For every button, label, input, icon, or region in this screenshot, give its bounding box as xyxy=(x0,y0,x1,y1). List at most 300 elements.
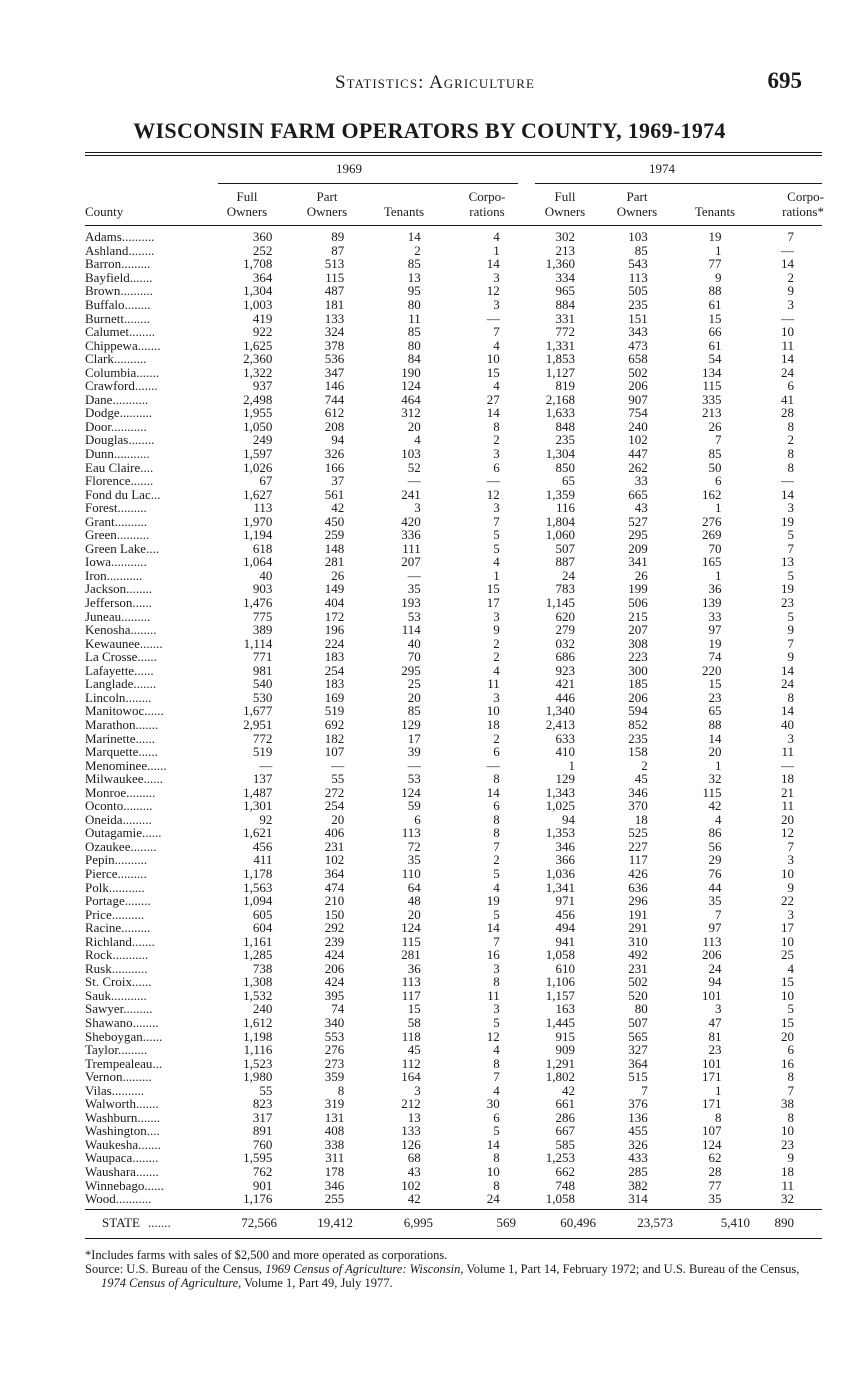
tenants-1969: 43 xyxy=(407,1164,421,1179)
leader-dots: .......... xyxy=(119,405,153,421)
full-owners-1969: 772 xyxy=(252,730,273,746)
part-owners-1969: 8 xyxy=(337,1082,345,1098)
tenants-1969: — xyxy=(407,473,421,489)
full-owners-1974: 1,058 xyxy=(545,1191,576,1207)
county-name: Kenosha xyxy=(85,622,131,638)
full-owners-1974: 94 xyxy=(562,811,576,827)
part-owners-1969: 206 xyxy=(324,960,345,976)
county-name: Forest xyxy=(85,500,118,516)
county-name: Langlade xyxy=(85,676,134,692)
leader-dots: ...... xyxy=(132,595,152,611)
part-owners-1974: 314 xyxy=(628,1191,648,1207)
table-row xyxy=(85,325,822,339)
leader-dots: ........ xyxy=(128,432,155,448)
county-name: Barron xyxy=(85,256,122,272)
tenants-1969: 13 xyxy=(407,269,421,285)
part-owners-1969: 183 xyxy=(324,676,345,692)
leader-dots: ........... xyxy=(112,391,149,407)
asterisk-note: *Includes farms with sales of $2,500 and more operated as corporations. xyxy=(85,1248,448,1262)
corporations-1974: 38 xyxy=(781,1096,794,1112)
table-row xyxy=(85,1056,822,1070)
county-name: Door xyxy=(85,418,111,434)
part-owners-1969: 744 xyxy=(324,391,345,407)
part-owners-1974: 240 xyxy=(628,418,648,434)
header-part-line1: Part xyxy=(316,189,338,204)
tenants-1974: 54 xyxy=(708,351,722,367)
corporations-1969: 7 xyxy=(493,933,500,949)
county-name: Winnebago xyxy=(85,1177,145,1193)
full-owners-1974: 366 xyxy=(555,852,576,868)
part-owners-1969: 273 xyxy=(324,1055,345,1071)
table-row xyxy=(85,636,822,650)
tenants-1974: 74 xyxy=(708,649,722,665)
tenants-1969: 85 xyxy=(407,324,421,340)
full-owners-1969: 113 xyxy=(253,500,273,516)
full-owners-1969: 360 xyxy=(252,229,273,245)
tenants-1974: 19 xyxy=(708,635,722,651)
full-owners-1969: 937 xyxy=(252,378,273,394)
leader-dots: ......... xyxy=(121,256,151,272)
corporations-1969: — xyxy=(486,310,500,326)
table-row xyxy=(85,1111,822,1125)
part-owners-1969: 612 xyxy=(324,405,345,421)
leader-dots: ........ xyxy=(129,324,156,340)
county-name: Menominee xyxy=(85,757,148,773)
corporations-1969: 2 xyxy=(493,649,500,665)
tenants-1974: 139 xyxy=(702,595,722,611)
corporations-1969: 7 xyxy=(493,1069,500,1085)
part-owners-1974: 185 xyxy=(628,676,648,692)
corporations-1974: — xyxy=(781,242,794,258)
source-end: Volume 1, Part 49, July 1977. xyxy=(241,1276,393,1290)
county-name: Shawano xyxy=(85,1014,133,1030)
top-double-rule-a xyxy=(85,152,822,153)
full-owners-1974: 346 xyxy=(555,838,576,854)
full-owners-1969: 1,677 xyxy=(243,703,273,719)
corporations-1974: 41 xyxy=(781,391,794,407)
corporations-1969: 8 xyxy=(493,1150,500,1166)
table-row xyxy=(85,962,822,976)
tenants-1969: 133 xyxy=(401,1123,421,1139)
table-row xyxy=(85,433,822,447)
full-owners-1974: 235 xyxy=(555,432,576,448)
corporations-1969: 4 xyxy=(493,1042,500,1058)
leader-dots: ......... xyxy=(126,784,156,800)
tenants-1974: 70 xyxy=(708,540,722,556)
corporations-1969: 14 xyxy=(486,1136,500,1152)
county-name: Marquette xyxy=(85,744,139,760)
tenants-1969: 336 xyxy=(401,527,421,543)
tenants-1974: 44 xyxy=(708,879,722,895)
leader-dots: ........ xyxy=(132,1014,159,1030)
tenants-1969: 35 xyxy=(407,852,421,868)
table-row xyxy=(85,650,822,664)
corporations-1974: 2 xyxy=(787,269,794,285)
tenants-1974: 42 xyxy=(708,798,722,814)
part-owners-1969: 326 xyxy=(324,446,345,462)
corporations-1969: 8 xyxy=(493,1055,500,1071)
part-owners-1974: 502 xyxy=(628,364,648,380)
state-corp-1969: 569 xyxy=(496,1215,516,1230)
leader-dots: ......... xyxy=(117,865,147,881)
part-owners-1974: 364 xyxy=(628,1055,648,1071)
part-owners-1969: 338 xyxy=(324,1136,345,1152)
part-owners-1974: 907 xyxy=(628,391,648,407)
leader-dots: ........... xyxy=(113,446,150,462)
full-owners-1974: 923 xyxy=(555,662,576,678)
full-owners-1969: 1,612 xyxy=(243,1014,273,1030)
tenants-1974: 276 xyxy=(702,513,722,529)
full-owners-1974: 494 xyxy=(555,920,576,936)
part-owners-1974: 85 xyxy=(634,242,648,258)
county-name: Green Lake xyxy=(85,540,146,556)
county-name: Trempealeau xyxy=(85,1055,153,1071)
source-mid: Volume 1, Part 14, February 1972; and U.S. Bureau of the Census, xyxy=(463,1262,800,1276)
tenants-1974: 335 xyxy=(702,391,722,407)
header-corp-line2: rations* xyxy=(782,204,824,219)
corporations-1969: 5 xyxy=(493,906,500,922)
part-owners-1974: 18 xyxy=(634,811,648,827)
county-name: Monroe xyxy=(85,784,127,800)
tenants-1974: 6 xyxy=(715,473,722,489)
part-owners-1969: 102 xyxy=(324,852,345,868)
full-owners-1974: 667 xyxy=(555,1123,576,1139)
full-owners-1969: 1,487 xyxy=(243,784,273,800)
county-name: Outagamie xyxy=(85,825,143,841)
corporations-1974: — xyxy=(781,473,794,489)
full-owners-1974: 456 xyxy=(555,906,576,922)
corporations-1974: 12 xyxy=(781,825,794,841)
county-name: Dodge xyxy=(85,405,120,421)
part-owners-1969: 281 xyxy=(324,554,345,570)
full-owners-1974: 1,804 xyxy=(545,513,576,529)
county-name: Sheboygan xyxy=(85,1028,143,1044)
corporations-1969: 8 xyxy=(493,825,500,841)
tenants-1969: 3 xyxy=(414,1082,421,1098)
corporations-1974: 3 xyxy=(787,297,794,312)
corporations-1974: 7 xyxy=(787,1082,794,1098)
county-name: Buffalo xyxy=(85,297,125,312)
leader-dots: ....... xyxy=(136,364,160,380)
corporations-1974: 8 xyxy=(787,446,794,462)
county-name: Vilas xyxy=(85,1082,112,1098)
tenants-1969: 6 xyxy=(414,811,421,827)
leader-dots: ... xyxy=(150,486,161,502)
tenants-1969: 11 xyxy=(408,310,421,326)
header-corporations-1969 xyxy=(458,189,516,219)
county-name: Sauk xyxy=(85,987,111,1003)
full-owners-1974: 65 xyxy=(562,473,576,489)
table-row xyxy=(85,799,822,813)
full-owners-1974: 410 xyxy=(555,744,576,760)
corporations-1969: 1 xyxy=(493,567,500,583)
leader-dots: .......... xyxy=(114,852,148,868)
full-owners-1974: 772 xyxy=(555,324,576,340)
county-name: Vernon xyxy=(85,1069,123,1085)
corporations-1969: 8 xyxy=(493,771,500,787)
part-owners-1974: 370 xyxy=(628,798,648,814)
table-row xyxy=(85,731,822,745)
county-name: Green xyxy=(85,527,117,543)
tenants-1969: 20 xyxy=(407,689,421,705)
full-owners-1969: 1,625 xyxy=(243,337,273,353)
table-row xyxy=(85,853,822,867)
county-name: Dunn xyxy=(85,446,114,462)
corporations-1974: 6 xyxy=(787,378,794,394)
part-owners-1969: 196 xyxy=(324,622,345,638)
tenants-1969: 68 xyxy=(407,1150,421,1166)
tenants-1969: 80 xyxy=(407,297,421,312)
part-owners-1969: 133 xyxy=(324,310,345,326)
state-label: STATE xyxy=(102,1215,140,1230)
full-owners-1974: 334 xyxy=(555,269,576,285)
tenants-1974: 206 xyxy=(702,947,722,963)
tenants-1969: 52 xyxy=(407,459,421,475)
tenants-1974: 23 xyxy=(708,1042,722,1058)
part-owners-1974: 506 xyxy=(628,595,648,611)
corporations-1969: 14 xyxy=(486,784,500,800)
part-owners-1969: 131 xyxy=(324,1109,345,1125)
table-row xyxy=(85,745,822,759)
table-row xyxy=(85,1165,822,1179)
tenants-1974: 171 xyxy=(702,1096,722,1112)
tenants-1974: 86 xyxy=(708,825,722,841)
year-1969: 1969 xyxy=(336,161,362,176)
state-tenants-1974: 5,410 xyxy=(720,1215,750,1230)
tenants-1974: 19 xyxy=(708,229,722,245)
tenants-1974: 24 xyxy=(708,960,722,976)
corporations-1974: 3 xyxy=(787,906,794,922)
full-owners-1974: 116 xyxy=(555,500,576,516)
county-name: Ashland xyxy=(85,242,129,258)
full-owners-1969: 1,026 xyxy=(243,459,273,475)
county-name: Pepin xyxy=(85,852,115,868)
corporations-1974: 8 xyxy=(787,1069,794,1085)
corporations-1969: — xyxy=(486,757,500,773)
part-owners-1974: 520 xyxy=(628,987,648,1003)
county-name: Grant xyxy=(85,513,115,529)
full-owners-1974: 909 xyxy=(555,1042,576,1058)
table-row xyxy=(85,582,822,596)
table-title: WISCONSIN FARM OPERATORS BY COUNTY, 1969-1974 xyxy=(133,118,726,143)
tenants-1974: 35 xyxy=(708,893,722,909)
table-row xyxy=(85,1097,822,1111)
tenants-1969: 193 xyxy=(401,595,421,611)
corporations-1974: — xyxy=(781,310,794,326)
source-prefix: Source: U.S. Bureau of the Census, xyxy=(85,1262,266,1276)
tenants-1969: 95 xyxy=(407,283,421,299)
county-name: Iowa xyxy=(85,554,111,570)
part-owners-1974: 565 xyxy=(628,1028,648,1044)
corporations-1969: 1 xyxy=(493,242,500,258)
tenants-1974: 7 xyxy=(715,906,722,922)
tenants-1974: 1 xyxy=(715,1082,722,1098)
full-owners-1969: 364 xyxy=(252,269,273,285)
corporations-1969: 5 xyxy=(493,865,500,881)
corporations-1969: 3 xyxy=(493,689,500,705)
tenants-1974: 115 xyxy=(702,378,722,394)
full-owners-1974: 286 xyxy=(555,1109,576,1125)
leader-dots: ........ xyxy=(128,242,155,258)
table-row xyxy=(85,772,822,786)
table-row xyxy=(85,447,822,461)
tenants-1974: 23 xyxy=(708,689,722,705)
corporations-1974: 7 xyxy=(787,838,794,854)
corporations-1974: 28 xyxy=(781,405,794,421)
full-owners-1969: 249 xyxy=(252,432,273,448)
leader-dots: ...... xyxy=(147,757,167,773)
part-owners-1974: 447 xyxy=(628,446,648,462)
source-title-1974: 1974 Census of Agriculture, xyxy=(101,1276,242,1290)
tenants-1974: 50 xyxy=(708,459,722,475)
full-owners-1969: 922 xyxy=(252,324,273,340)
full-owners-1969: — xyxy=(259,757,273,773)
corporations-1969: 12 xyxy=(486,283,500,299)
corporations-1969: 4 xyxy=(493,229,500,245)
table-row xyxy=(85,528,822,542)
county-name: St. Croix xyxy=(85,974,132,990)
part-owners-1974: 136 xyxy=(628,1109,648,1125)
tenants-1969: 124 xyxy=(401,378,421,394)
tenants-1974: 76 xyxy=(708,865,722,881)
tenants-1969: 114 xyxy=(401,622,421,638)
corporations-1974: 2 xyxy=(787,432,794,448)
full-owners-1974: 633 xyxy=(555,730,576,746)
tenants-1974: 269 xyxy=(702,527,722,543)
county-name: Clark xyxy=(85,351,114,367)
table-row xyxy=(85,880,822,894)
full-owners-1974: 42 xyxy=(562,1082,576,1098)
source-title-1969: 1969 Census of Agriculture: Wisconsin, xyxy=(265,1262,464,1276)
part-owners-1969: 347 xyxy=(324,364,345,380)
corporations-1969: 14 xyxy=(486,405,500,421)
full-owners-1969: 1,476 xyxy=(243,595,273,611)
part-owners-1969: 364 xyxy=(324,865,345,881)
tenants-1969: 70 xyxy=(407,649,421,665)
county-name: La Crosse xyxy=(85,649,138,665)
table-row xyxy=(85,406,822,420)
tenants-1969: 58 xyxy=(407,1014,421,1030)
corporations-1974: 14 xyxy=(781,703,794,719)
header-full-owners-1974 xyxy=(536,189,594,219)
full-owners-1969: 1,301 xyxy=(243,798,273,814)
table-row xyxy=(85,704,822,718)
leader-dots: .... xyxy=(140,459,154,475)
part-owners-1969: 340 xyxy=(324,1014,345,1030)
full-owners-1969: 389 xyxy=(252,622,273,638)
full-owners-1974: 163 xyxy=(555,1001,576,1017)
table-row xyxy=(85,1016,822,1030)
full-owners-1974: 1,343 xyxy=(545,784,576,800)
full-owners-1974: 884 xyxy=(555,297,576,312)
full-owners-1969: 1,285 xyxy=(243,947,273,963)
corporations-1969: 2 xyxy=(493,432,500,448)
corporations-1974: 23 xyxy=(781,595,794,611)
county-name: Richland xyxy=(85,933,132,949)
part-owners-1974: 26 xyxy=(634,567,648,583)
tenants-1969: 102 xyxy=(401,1177,421,1193)
part-owners-1969: 346 xyxy=(324,1177,345,1193)
table-row xyxy=(85,569,822,583)
part-owners-1969: 42 xyxy=(331,500,345,516)
corporations-1974: 20 xyxy=(781,811,794,827)
tenants-1969: 241 xyxy=(401,486,421,502)
table-row xyxy=(85,1083,822,1097)
table-row xyxy=(85,826,822,840)
leader-dots: ........... xyxy=(112,947,149,963)
part-owners-1969: 107 xyxy=(324,744,345,760)
county-name: Rusk xyxy=(85,960,112,976)
full-owners-1974: 585 xyxy=(555,1136,576,1152)
part-owners-1974: 191 xyxy=(628,906,648,922)
county-name: Douglas xyxy=(85,432,129,448)
table-row xyxy=(85,934,822,948)
table-row xyxy=(85,244,822,258)
county-name: Brown xyxy=(85,283,121,299)
state-part-1974: 23,573 xyxy=(637,1215,673,1230)
part-owners-1969: 55 xyxy=(331,771,345,787)
county-table xyxy=(85,230,822,1205)
full-owners-1974: 1,036 xyxy=(545,865,576,881)
leader-dots: ....... xyxy=(135,1164,159,1179)
corporations-1974: 8 xyxy=(787,459,794,475)
tenants-1974: 47 xyxy=(708,1014,722,1030)
corporations-1974: 32 xyxy=(781,1191,794,1207)
tenants-1974: 97 xyxy=(708,920,722,936)
full-owners-1969: 1,955 xyxy=(243,405,273,421)
state-total-row xyxy=(85,1215,822,1231)
leader-dots: ......... xyxy=(122,811,152,827)
county-name: Eau Claire xyxy=(85,459,141,475)
leader-dots: ...... xyxy=(142,1028,163,1044)
tenants-1969: 126 xyxy=(401,1136,421,1152)
full-owners-1974: 446 xyxy=(555,689,576,705)
corporations-1969: 11 xyxy=(487,987,500,1003)
leader-dots: ....... xyxy=(137,1109,161,1125)
state-corp-1974: 890 xyxy=(774,1215,794,1230)
part-owners-1974: 206 xyxy=(628,689,648,705)
part-owners-1974: 45 xyxy=(634,771,648,787)
part-owners-1969: 148 xyxy=(324,540,345,556)
leader-dots: ....... xyxy=(135,716,159,732)
full-owners-1969: 903 xyxy=(252,581,273,597)
county-name: Washington xyxy=(85,1123,147,1139)
tenants-1969: 190 xyxy=(401,364,421,380)
leader-dots: ........ xyxy=(125,689,152,705)
tenants-1974: 165 xyxy=(702,554,722,570)
tenants-1974: 115 xyxy=(702,784,722,800)
full-owners-1969: 1,161 xyxy=(243,933,273,949)
leader-dots: ....... xyxy=(137,337,161,353)
corporations-1974: 10 xyxy=(781,324,794,340)
part-owners-1969: 37 xyxy=(331,473,345,489)
corporations-1969: 10 xyxy=(486,1164,500,1179)
corporations-1969: 4 xyxy=(493,879,500,895)
leader-dots: ...... xyxy=(142,825,162,841)
table-row xyxy=(85,921,822,935)
corporations-1974: 15 xyxy=(781,1014,794,1030)
corporations-1969: 8 xyxy=(493,1177,500,1193)
full-owners-1974: 421 xyxy=(555,676,576,692)
part-owners-1974: 426 xyxy=(628,865,648,881)
full-owners-1969: 1,532 xyxy=(243,987,273,1003)
corporations-1969: 9 xyxy=(493,622,500,638)
corporations-1974: 14 xyxy=(781,256,794,272)
header-part-line2: Owners xyxy=(616,204,658,219)
part-owners-1974: 206 xyxy=(628,378,648,394)
table-row xyxy=(85,284,822,298)
full-owners-1974: 1,353 xyxy=(545,825,576,841)
